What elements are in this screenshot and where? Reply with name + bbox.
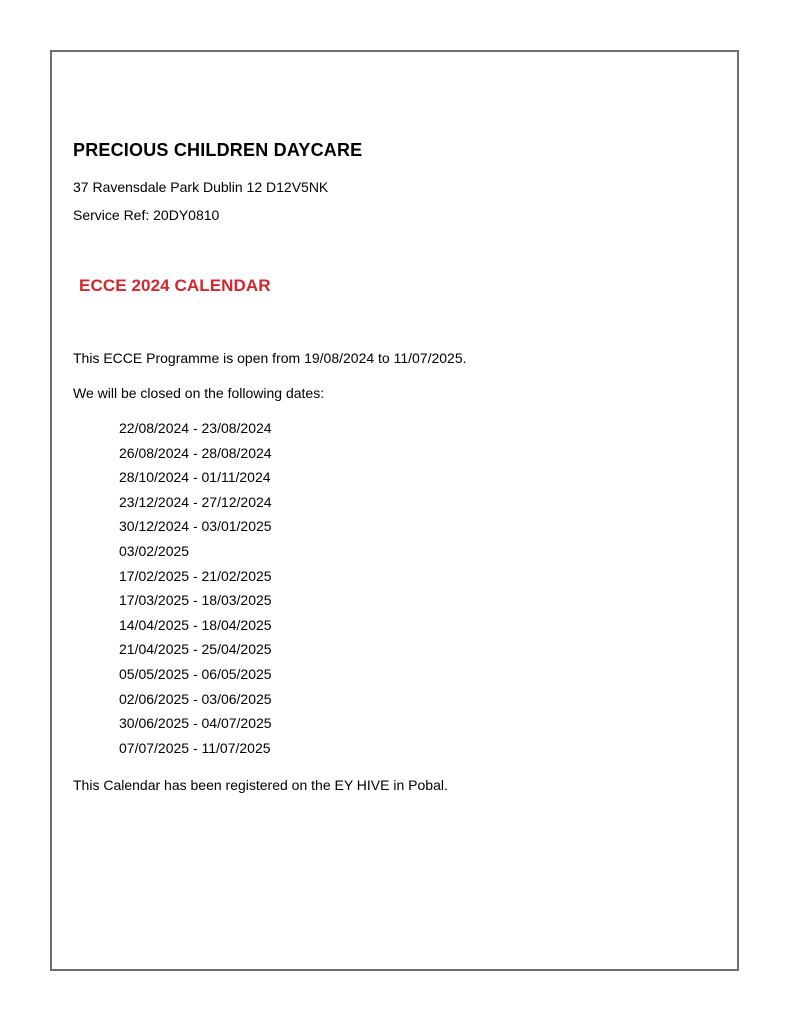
calendar-title: ECCE 2024 CALENDAR — [79, 276, 271, 295]
closed-date-item: 17/02/2025 - 21/02/2025 — [119, 567, 272, 584]
closed-date-item: 26/08/2024 - 28/08/2024 — [119, 444, 272, 461]
service-ref-line: Service Ref: 20DY0810 — [73, 207, 220, 223]
closed-date-item: 30/06/2025 - 04/07/2025 — [119, 715, 272, 732]
registration-note: This Calendar has been registered on the EY HIVE in Pobal. — [73, 777, 448, 793]
closed-date-item: 07/07/2025 - 11/07/2025 — [119, 739, 271, 756]
closed-date-item: 28/10/2024 - 01/11/2024 — [119, 469, 271, 486]
closed-date-item: 23/12/2024 - 27/12/2024 — [119, 493, 272, 510]
organization-name: PRECIOUS CHILDREN DAYCARE — [73, 140, 363, 160]
closed-date-item: 17/03/2025 - 18/03/2025 — [119, 592, 272, 609]
closed-intro-text: We will be closed on the following dates: — [73, 385, 325, 401]
closed-dates-list — [119, 416, 272, 760]
address-line: 37 Ravensdale Park Dublin 12 D12V5NK — [73, 179, 329, 195]
closed-date-item: 22/08/2024 - 23/08/2024 — [119, 420, 272, 436]
closed-date-item: 21/04/2025 - 25/04/2025 — [119, 641, 272, 658]
closed-date-item: 02/06/2025 - 03/06/2025 — [119, 690, 272, 707]
closed-date-item: 14/04/2025 - 18/04/2025 — [119, 616, 272, 633]
closed-date-item: 03/02/2025 — [119, 542, 190, 559]
closed-date-item: 30/12/2024 - 03/01/2025 — [119, 518, 272, 535]
closed-date-item: 05/05/2025 - 06/05/2025 — [119, 665, 272, 682]
programme-dates-text: This ECCE Programme is open from 19/08/2024 to 11/07/2025. — [73, 350, 467, 366]
